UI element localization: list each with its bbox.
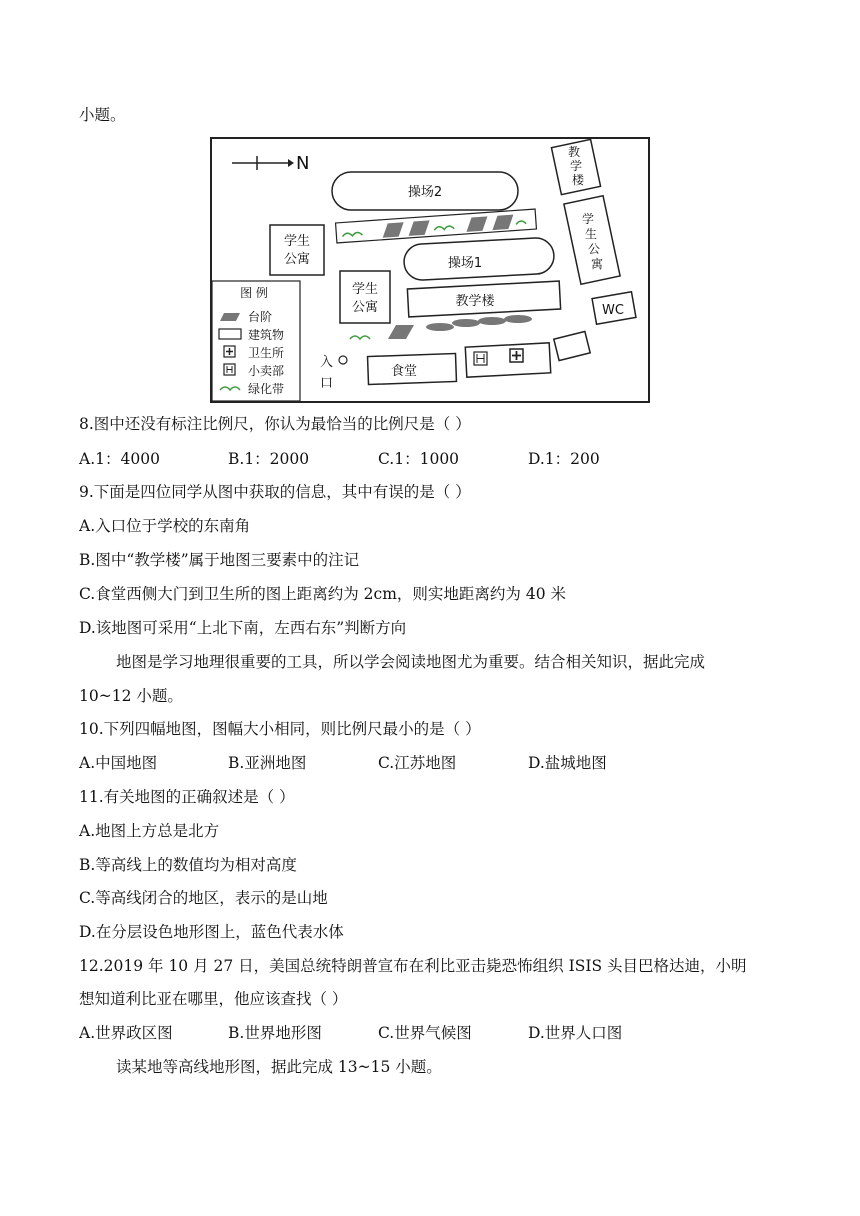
tb-right-char1: 教 [567,145,581,159]
shop-icon [474,352,487,365]
playground-1-label: 操场1 [447,256,483,271]
q8-options [79,449,779,469]
entrance-char2: 口 [320,376,334,391]
entrance-char1: 入 [320,355,334,370]
passage-10-12-line1: 地图是学习地理很重要的工具，所以学会阅读地图尤为重要。结合相关知识，据此完成 [116,653,706,671]
clinic-icon [510,349,523,362]
q12-option-a[interactable]: A.世界政区图 [79,1024,173,1042]
q12-option-c[interactable]: C.世界气候图 [378,1024,472,1042]
dorm-right-char2: 生 [584,227,598,241]
q12-stem-line2: 想知道利比亚在哪里，他应该查找（ ） [79,990,348,1008]
dorm-right-char4: 寓 [590,257,604,271]
q9-stem: 9.下面是四位同学从图中获取的信息，其中有误的是（ ） [79,483,471,501]
dorm-left-line2: 公寓 [283,252,311,267]
q8-stem: 8.图中还没有标注比例尺，你认为最恰当的比例尺是（ ） [79,415,471,433]
tb-right-char3: 楼 [571,173,585,187]
q11-option-b[interactable]: B.等高线上的数值均为相对高度 [79,856,297,874]
step-icon [478,317,506,325]
dorm-mid-line2: 公寓 [351,300,379,315]
legend-item-shop: 小卖部 [248,364,285,378]
step-icon [452,319,480,327]
intro-tail: 小题。 [79,106,126,124]
passage-13-15: 读某地等高线地形图，据此完成 13~15 小题。 [116,1058,442,1076]
canteen-label: 食堂 [390,364,418,379]
q9-option-d[interactable]: D.该地图可采用“上北下南，左西右东”判断方向 [79,619,407,637]
legend-item-steps: 台阶 [248,310,273,324]
dorm-right-char1: 学 [581,212,595,226]
north-label: N [296,153,310,174]
shop-icon [224,364,235,375]
q11-stem: 11.有关地图的正确叙述是（ ） [79,788,295,806]
dorm-left [270,225,324,275]
passage-10-12-line2: 10~12 小题。 [79,687,183,705]
wc-label: WC [602,303,624,318]
q9-option-b[interactable]: B.图中“教学楼”属于地图三要素中的注记 [79,551,360,569]
q9-option-a[interactable]: A.入口位于学校的东南角 [79,517,251,535]
clinic-icon [224,346,235,357]
q10-option-d[interactable]: D.盐城地图 [528,754,607,772]
q12-stem-line1: 12.2019 年 10 月 27 日，美国总统特朗普宣布在利比亚击毙恐怖组织 ISIS 头目巴格达迪，小明 [79,957,747,975]
building-icon [219,329,241,339]
q10-options [79,753,779,773]
q10-option-a[interactable]: A.中国地图 [79,754,158,772]
dorm-left-line1: 学生 [283,234,311,249]
tb-right-char2: 学 [569,159,583,173]
dorm-mid-line1: 学生 [351,282,379,297]
q10-option-c[interactable]: C.江苏地图 [378,754,457,772]
legend-item-building: 建筑物 [248,328,285,342]
q10-stem: 10.下列四幅地图，图幅大小相同，则比例尺最小的是（ ） [79,720,481,738]
legend-item-greenbelt: 绿化带 [248,382,285,396]
teaching-building-center-label: 教学楼 [455,294,495,309]
legend-title: 图 例 [240,286,268,300]
q8-option-c[interactable]: C.1：1000 [378,450,460,468]
q11-option-a[interactable]: A.地图上方总是北方 [79,822,220,840]
q12-options [79,1023,779,1043]
q8-option-d[interactable]: D.1：200 [528,450,600,468]
q11-option-d[interactable]: D.在分层设色地形图上，蓝色代表水体 [79,923,344,941]
q9-option-c[interactable]: C.食堂西侧大门到卫生所的图上距离约为 2cm，则实地距离约为 40 米 [79,585,566,603]
q8-option-b[interactable]: B.1：2000 [228,450,310,468]
school-map [210,137,650,403]
q10-option-b[interactable]: B.亚洲地图 [228,754,307,772]
q11-option-c[interactable]: C.等高线闭合的地区，表示的是山地 [79,889,328,907]
entrance-icon [339,356,347,364]
q12-option-b[interactable]: B.世界地形图 [228,1024,322,1042]
dorm-right-char3: 公 [587,242,601,256]
step-icon [426,323,454,331]
q8-option-a[interactable]: A.1：4000 [79,450,160,468]
dorm-middle [340,271,390,323]
q12-option-d[interactable]: D.世界人口图 [528,1024,623,1042]
playground-2-label: 操场2 [407,185,443,200]
step-icon [504,315,532,323]
legend-item-clinic: 卫生所 [248,346,285,360]
